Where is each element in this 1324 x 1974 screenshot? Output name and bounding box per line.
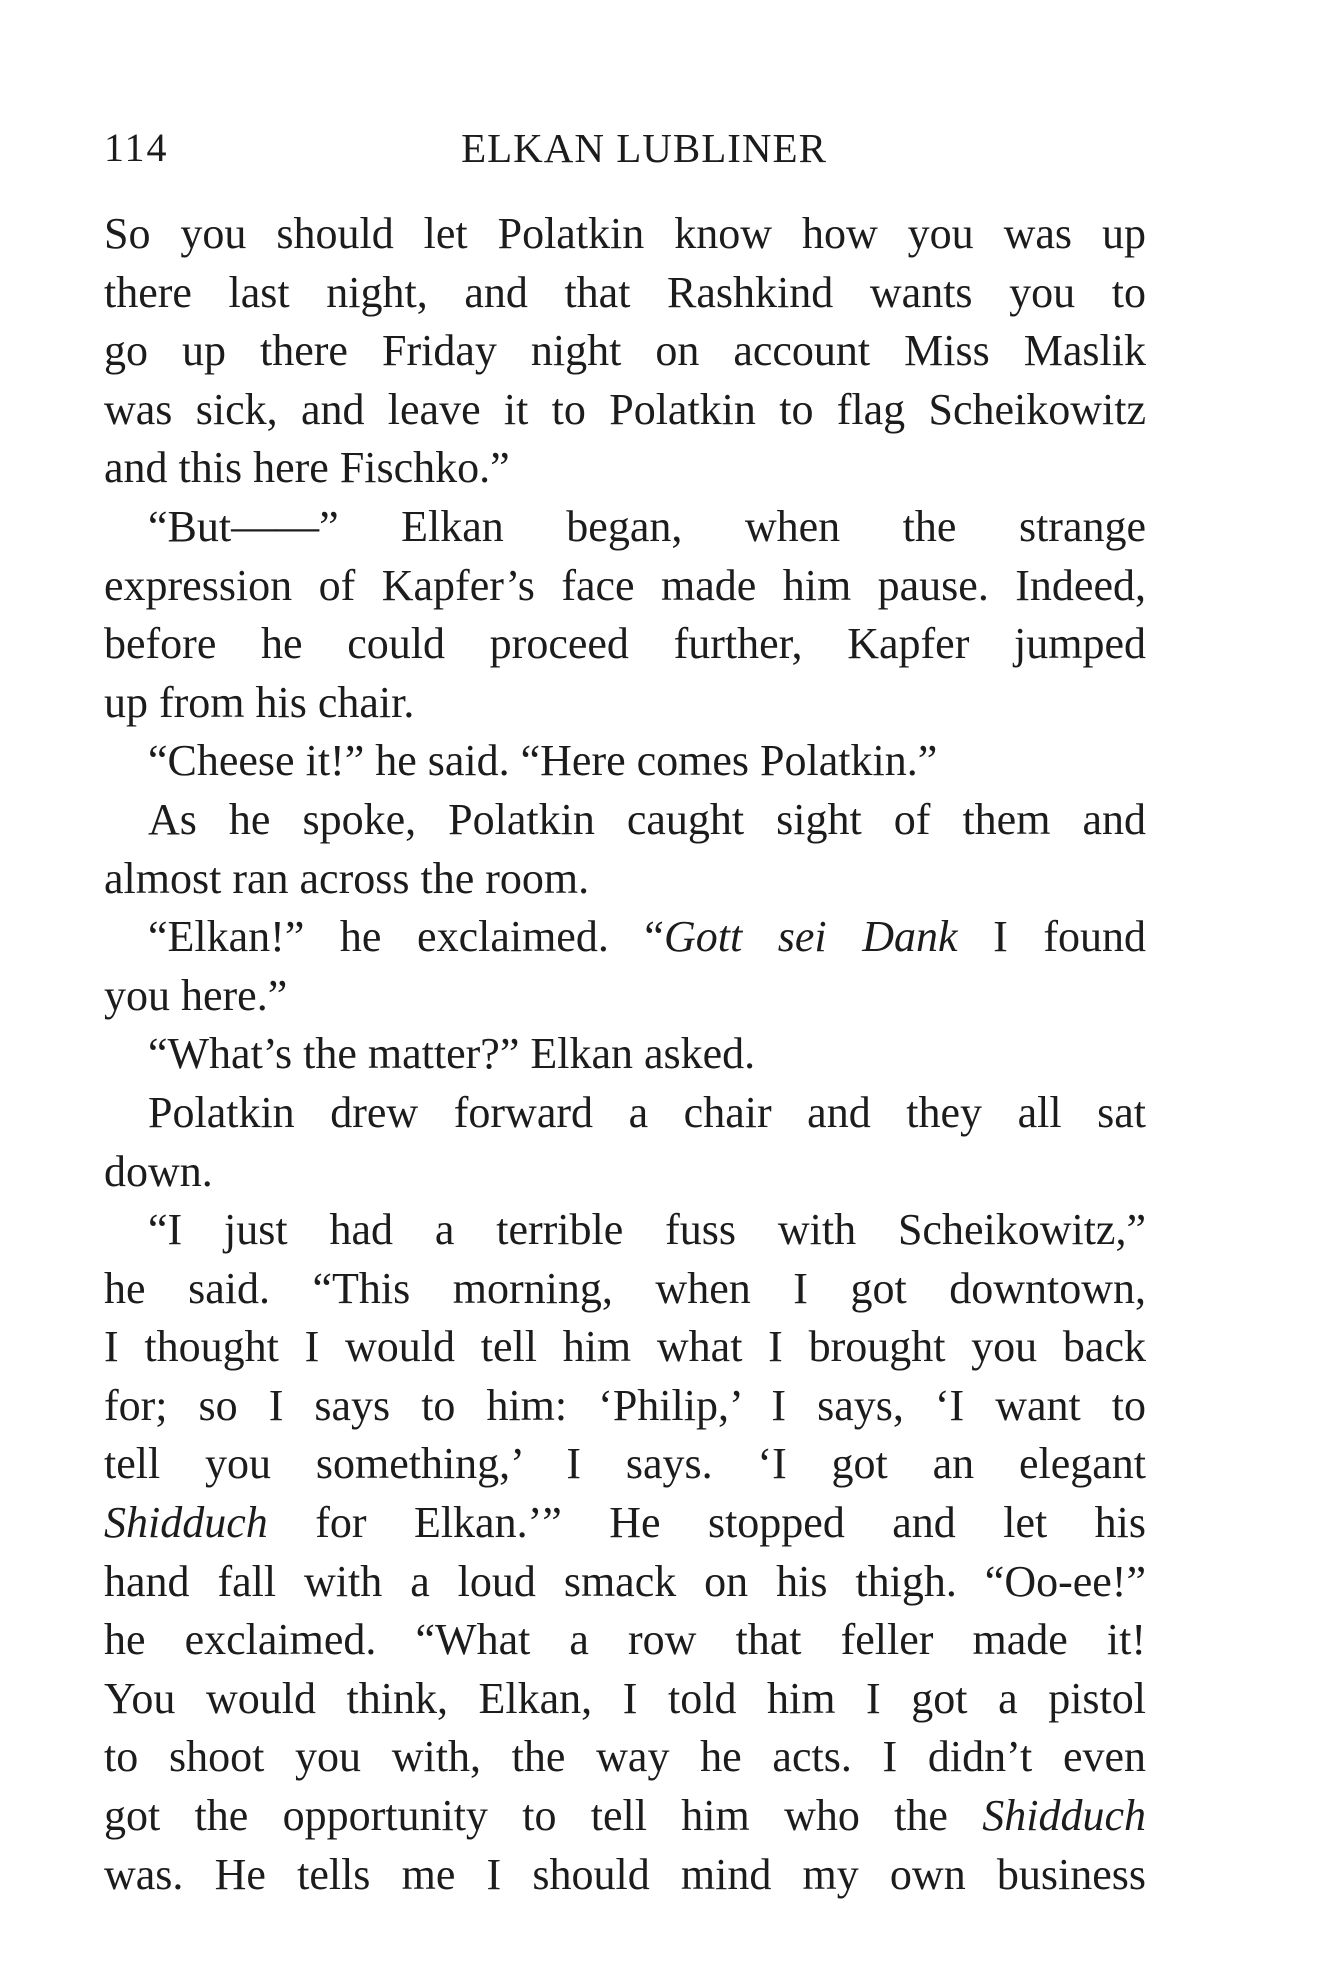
text-line	[104, 1553, 1146, 1612]
text-run: expression of Kapfer’s face made him pause. Indeed,	[104, 560, 1146, 610]
text-line	[104, 381, 1146, 440]
text-run: got the opportunity to tell him who the	[104, 1791, 983, 1841]
text-run: he exclaimed. “What a row that feller made it!	[104, 1615, 1146, 1665]
text-run: You would think, Elkan, I told him I got a pistol	[104, 1673, 1146, 1723]
text-line	[104, 264, 1146, 323]
text-line	[104, 1670, 1146, 1729]
text-line	[104, 1318, 1146, 1377]
text-line	[104, 205, 1146, 264]
body-text	[104, 205, 1146, 1904]
text-run: was sick, and leave it to Polatkin to flag Scheikowitz	[104, 384, 1146, 434]
text-line	[104, 1025, 1146, 1084]
text-run: hand fall with a loud smack on his thigh. “Oo-ee!”	[104, 1556, 1146, 1606]
text-run: “Cheese it!” he said. “Here comes Polatkin.”	[148, 736, 938, 786]
italic-text-run: Gott sei Dank	[663, 912, 958, 962]
text-line	[104, 1143, 1146, 1202]
text-run: As he spoke, Polatkin caught sight of them and	[148, 794, 1146, 844]
text-run: for; so I says to him: ‘Philip,’ I says, ‘I want to	[104, 1380, 1146, 1430]
text-run: before he could proceed further, Kapfer jumped	[104, 619, 1146, 669]
text-run: Polatkin drew forward a chair and they all sat	[148, 1087, 1146, 1137]
text-line	[104, 967, 1146, 1026]
text-run: almost ran across the room.	[104, 853, 590, 903]
text-line	[104, 1084, 1146, 1143]
text-run: you here.”	[104, 970, 288, 1020]
text-line	[104, 439, 1146, 498]
text-run: I thought I would tell him what I brought you back	[104, 1322, 1146, 1372]
text-run: was. He tells me I should mind my own business	[104, 1849, 1146, 1899]
text-line	[104, 908, 1146, 967]
text-line	[104, 322, 1146, 381]
text-run: “I just had a terrible fuss with Scheikowitz,”	[148, 1205, 1146, 1255]
text-line	[104, 1377, 1146, 1436]
text-run: “What’s the matter?” Elkan asked.	[148, 1029, 756, 1079]
text-line	[104, 674, 1146, 733]
text-line	[104, 1846, 1146, 1905]
text-line	[104, 1494, 1146, 1553]
text-run: tell you something,’ I says. ‘I got an elegant	[104, 1439, 1146, 1489]
text-line	[104, 498, 1146, 557]
text-run: “Elkan!” he exclaimed. “	[148, 912, 664, 962]
text-run: to shoot you with, the way he acts. I didn’t even	[104, 1732, 1146, 1782]
text-run: So you should let Polatkin know how you was up	[104, 209, 1146, 258]
text-line	[104, 1787, 1146, 1846]
page-number: 114	[104, 125, 169, 170]
page-header	[104, 118, 1144, 178]
text-run: there last night, and that Rashkind wants you to	[104, 267, 1146, 317]
text-run: up from his chair.	[104, 677, 415, 727]
text-line	[104, 1201, 1146, 1260]
text-line	[104, 850, 1146, 909]
text-run: he said. “This morning, when I got downtown,	[104, 1263, 1146, 1313]
text-line	[104, 732, 1146, 791]
text-run: I found	[957, 912, 1146, 962]
text-line	[104, 1728, 1146, 1787]
text-line	[104, 615, 1146, 674]
running-title: ELKAN LUBLINER	[461, 125, 827, 171]
text-run: down.	[104, 1146, 213, 1196]
text-line	[104, 791, 1146, 850]
italic-text-run: Shidduch	[982, 1791, 1146, 1841]
italic-text-run: Shidduch	[104, 1498, 268, 1548]
text-run: go up there Friday night on account Miss Maslik	[104, 326, 1146, 376]
text-line	[104, 557, 1146, 616]
text-run: for Elkan.’” He stopped and let his	[267, 1498, 1146, 1548]
text-line	[104, 1260, 1146, 1319]
text-run: and this here Fischko.”	[104, 443, 510, 493]
text-line	[104, 1435, 1146, 1494]
text-run: “But——” Elkan began, when the strange	[148, 501, 1146, 551]
text-line	[104, 1611, 1146, 1670]
